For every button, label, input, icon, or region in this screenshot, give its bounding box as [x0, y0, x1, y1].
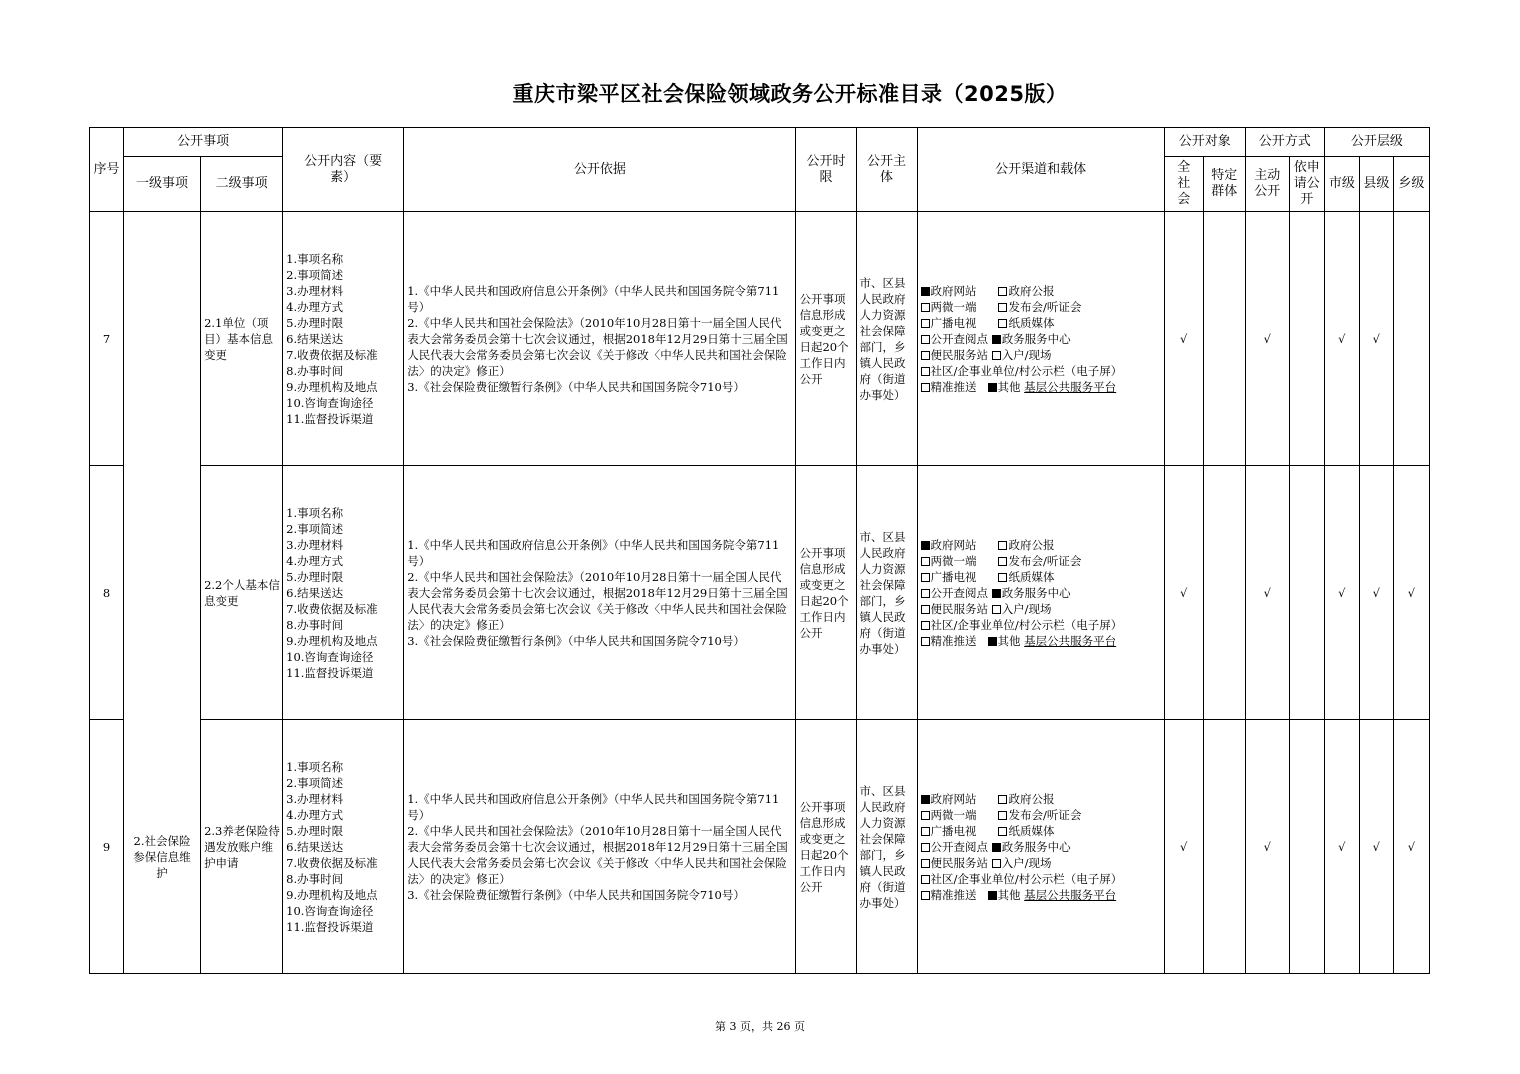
channel-label: 政务服务中心 [1001, 331, 1071, 346]
channel-label: 两微一端 [930, 299, 977, 314]
cell-basis [404, 720, 796, 974]
unchecked-box-icon [921, 637, 930, 646]
checked-box-icon [988, 891, 997, 900]
cell-level-county: √ [1359, 720, 1393, 974]
content-element: 8.办事时间 [286, 871, 344, 886]
channel-label: 便民服务站 [930, 347, 989, 362]
content-element: 1.事项名称 [286, 759, 344, 774]
channel-label: 纸质媒体 [1008, 315, 1055, 330]
cell-level-town [1393, 212, 1429, 466]
channel-label: 公开查阅点 [930, 585, 989, 600]
basis-item: 3.《社会保险费征缴暂行条例》（中华人民共和国国务院令710号） [407, 887, 745, 902]
time-limit-text: 公开事项信息形成或变更之日起20个工作日内公开 [799, 291, 849, 386]
unchecked-box-icon [921, 383, 930, 392]
cell-level-county: √ [1359, 466, 1393, 720]
header-target: 公开对象 [1164, 128, 1245, 157]
unchecked-box-icon [998, 287, 1007, 296]
channel-label: 公开查阅点 [930, 331, 989, 346]
content-element: 7.收费依据及标准 [286, 601, 378, 616]
basis-item: 3.《社会保险费征缴暂行条例》（中华人民共和国国务院令710号） [407, 633, 745, 648]
cell-level-city: √ [1324, 466, 1359, 720]
subject-text: 市、区县人民政府人力资源社会保障部门，乡镇人民政府（街道办事处） [859, 783, 906, 910]
subject-text: 市、区县人民政府人力资源社会保障部门，乡镇人民政府（街道办事处） [859, 529, 906, 656]
basis-item: 2.《中华人民共和国社会保险法》（2010年10月28日第十一届全国人民代表大会常务委员会第十七次会议通过，根据2018年12月29日第十三届全国人民代表大会常务委员会第七次会议《关于修改〈中华人民共和国社会保险法〉的决定》修正） [407, 823, 788, 886]
cell-target-specific [1203, 466, 1245, 720]
unchecked-box-icon [998, 319, 1007, 328]
channel-label: 发布会/听证会 [1008, 807, 1082, 822]
unchecked-box-icon [921, 319, 930, 328]
checked-box-icon [988, 383, 997, 392]
channel-label: 入户/现场 [1001, 855, 1052, 870]
cell-time-limit [796, 212, 856, 466]
content-element: 8.办事时间 [286, 617, 344, 632]
channel-label: 两微一端 [930, 553, 977, 568]
content-element: 10.咨询查询途径 [286, 903, 374, 918]
cell-channel [917, 212, 1164, 466]
other-channel-text: 基层公共服务平台 [1024, 887, 1117, 902]
basis-item: 1.《中华人民共和国政府信息公开条例》（中华人民共和国国务院令第711号） [407, 283, 780, 314]
content-element: 4.办理方式 [286, 553, 344, 568]
cell-target-specific [1203, 720, 1245, 974]
catalog-table [89, 127, 1430, 974]
header-level-town: 乡级 [1393, 157, 1429, 212]
content-element: 5.办理时限 [286, 315, 344, 330]
content-element: 1.事项名称 [286, 505, 344, 520]
cell-method-request [1289, 466, 1324, 720]
channel-label: 广播电视 [930, 569, 977, 584]
checked-box-icon [992, 589, 1001, 598]
unchecked-box-icon [998, 573, 1007, 582]
header-level-county: 县级 [1359, 157, 1393, 212]
level2-item: 2.1单位（项目）基本信息变更 [204, 315, 274, 362]
table-row [90, 466, 1430, 720]
channel-label: 其他 [997, 379, 1021, 394]
basis-item: 1.《中华人民共和国政府信息公开条例》（中华人民共和国国务院令第711号） [407, 537, 780, 568]
channel-label: 社区/企事业单位/村公示栏（电子屏） [930, 617, 1123, 632]
unchecked-box-icon [992, 351, 1001, 360]
cell-seq: 7 [90, 212, 124, 466]
channel-label: 便民服务站 [930, 855, 989, 870]
header-time-limit: 公开时限 [796, 128, 856, 212]
content-element: 8.办事时间 [286, 363, 344, 378]
channel-label: 纸质媒体 [1008, 569, 1055, 584]
header-item-group: 公开事项 [124, 128, 283, 157]
channel-label: 便民服务站 [930, 601, 989, 616]
unchecked-box-icon [992, 859, 1001, 868]
content-element: 5.办理时限 [286, 823, 344, 838]
checked-box-icon [992, 843, 1001, 852]
header-level1: 一级事项 [124, 157, 201, 212]
header-method: 公开方式 [1245, 128, 1324, 157]
cell-target-all: √ [1164, 212, 1203, 466]
unchecked-box-icon [998, 811, 1007, 820]
channel-label: 政府网站 [930, 537, 977, 552]
content-element: 2.事项简述 [286, 521, 344, 536]
content-element: 2.事项简述 [286, 267, 344, 282]
header-level: 公开层级 [1324, 128, 1429, 157]
cell-method-active: √ [1245, 212, 1289, 466]
channel-label: 政府网站 [930, 791, 977, 806]
unchecked-box-icon [921, 875, 930, 884]
channel-label: 纸质媒体 [1008, 823, 1055, 838]
checked-box-icon [921, 541, 930, 550]
content-element: 9.办理机构及地点 [286, 379, 378, 394]
content-element: 3.办理材料 [286, 537, 344, 552]
channel-label: 其他 [997, 633, 1021, 648]
cell-subject [856, 212, 917, 466]
cell-method-request [1289, 720, 1324, 974]
cell-method-active: √ [1245, 466, 1289, 720]
unchecked-box-icon [921, 303, 930, 312]
cell-level1 [124, 212, 201, 974]
unchecked-box-icon [921, 589, 930, 598]
checked-box-icon [921, 795, 930, 804]
basis-item: 2.《中华人民共和国社会保险法》（2010年10月28日第十一届全国人民代表大会常务委员会第十七次会议通过，根据2018年12月29日第十三届全国人民代表大会常务委员会第七次会议《关于修改〈中华人民共和国社会保险法〉的决定》修正） [407, 315, 788, 378]
channel-label: 社区/企事业单位/村公示栏（电子屏） [930, 871, 1123, 886]
cell-subject [856, 466, 917, 720]
header-target-specific: 特定群体 [1203, 157, 1245, 212]
channel-label: 入户/现场 [1001, 601, 1052, 616]
cell-level-town: √ [1393, 720, 1429, 974]
content-element: 10.咨询查询途径 [286, 649, 374, 664]
unchecked-box-icon [921, 811, 930, 820]
channel-label: 精准推送 [930, 887, 977, 902]
channel-label: 入户/现场 [1001, 347, 1052, 362]
content-element: 3.办理材料 [286, 791, 344, 806]
other-channel-text: 基层公共服务平台 [1024, 379, 1117, 394]
channel-label: 精准推送 [930, 633, 977, 648]
cell-seq: 9 [90, 720, 124, 974]
checked-box-icon [992, 335, 1001, 344]
time-limit-text: 公开事项信息形成或变更之日起20个工作日内公开 [799, 799, 849, 894]
header-content: 公开内容（要素） [283, 128, 404, 212]
content-element: 11.监督投诉渠道 [286, 919, 374, 934]
subject-text: 市、区县人民政府人力资源社会保障部门，乡镇人民政府（街道办事处） [859, 275, 906, 402]
header-level-city: 市级 [1324, 157, 1359, 212]
unchecked-box-icon [921, 557, 930, 566]
channel-label: 广播电视 [930, 823, 977, 838]
basis-item: 2.《中华人民共和国社会保险法》（2010年10月28日第十一届全国人民代表大会常务委员会第十七次会议通过，根据2018年12月29日第十三届全国人民代表大会常务委员会第七次会议《关于修改〈中华人民共和国社会保险法〉的决定》修正） [407, 569, 788, 632]
channel-label: 广播电视 [930, 315, 977, 330]
content-element: 6.结果送达 [286, 839, 344, 854]
channel-label: 公开查阅点 [930, 839, 989, 854]
cell-basis [404, 466, 796, 720]
content-element: 7.收费依据及标准 [286, 347, 378, 362]
unchecked-box-icon [921, 335, 930, 344]
channel-label: 精准推送 [930, 379, 977, 394]
cell-basis [404, 212, 796, 466]
unchecked-box-icon [998, 827, 1007, 836]
content-element: 4.办理方式 [286, 807, 344, 822]
checked-box-icon [921, 287, 930, 296]
channel-label: 政府公报 [1008, 283, 1055, 298]
content-element: 7.收费依据及标准 [286, 855, 378, 870]
header-level2: 二级事项 [201, 157, 283, 212]
header-basis: 公开依据 [404, 128, 796, 212]
cell-channel [917, 466, 1164, 720]
header-subject: 公开主体 [856, 128, 917, 212]
channel-label: 政府网站 [930, 283, 977, 298]
content-element: 11.监督投诉渠道 [286, 665, 374, 680]
unchecked-box-icon [998, 541, 1007, 550]
table-body [90, 212, 1430, 974]
cell-level-county: √ [1359, 212, 1393, 466]
channel-label: 两微一端 [930, 807, 977, 822]
header-target-all: 全社会 [1164, 157, 1203, 212]
unchecked-box-icon [992, 605, 1001, 614]
content-element: 3.办理材料 [286, 283, 344, 298]
cell-channel [917, 720, 1164, 974]
header-method-active: 主动公开 [1245, 157, 1289, 212]
cell-level2 [201, 212, 283, 466]
cell-seq: 8 [90, 466, 124, 720]
unchecked-box-icon [921, 605, 930, 614]
cell-target-all: √ [1164, 466, 1203, 720]
channel-label: 其他 [997, 887, 1021, 902]
channel-label: 发布会/听证会 [1008, 299, 1082, 314]
basis-item: 3.《社会保险费征缴暂行条例》（中华人民共和国国务院令710号） [407, 379, 745, 394]
unchecked-box-icon [921, 573, 930, 582]
content-element: 9.办理机构及地点 [286, 887, 378, 902]
unchecked-box-icon [921, 843, 930, 852]
content-element: 11.监督投诉渠道 [286, 411, 374, 426]
cell-target-specific [1203, 212, 1245, 466]
content-element: 9.办理机构及地点 [286, 633, 378, 648]
cell-target-all: √ [1164, 720, 1203, 974]
unchecked-box-icon [921, 351, 930, 360]
unchecked-box-icon [921, 859, 930, 868]
content-element: 10.咨询查询途径 [286, 395, 374, 410]
checked-box-icon [988, 637, 997, 646]
basis-item: 1.《中华人民共和国政府信息公开条例》（中华人民共和国国务院令第711号） [407, 791, 780, 822]
channel-label: 政府公报 [1008, 791, 1055, 806]
table-row [90, 720, 1430, 974]
header-channel: 公开渠道和载体 [917, 128, 1164, 212]
unchecked-box-icon [998, 557, 1007, 566]
cell-time-limit [796, 466, 856, 720]
header-seq: 序号 [90, 128, 124, 212]
unchecked-box-icon [998, 303, 1007, 312]
channel-label: 发布会/听证会 [1008, 553, 1082, 568]
cell-time-limit [796, 720, 856, 974]
cell-level2 [201, 720, 283, 974]
unchecked-box-icon [921, 367, 930, 376]
cell-subject [856, 720, 917, 974]
cell-method-active: √ [1245, 720, 1289, 974]
unchecked-box-icon [921, 827, 930, 836]
channel-label: 政务服务中心 [1001, 839, 1071, 854]
level2-item: 2.2个人基本信息变更 [204, 577, 280, 608]
page-title: 重庆市梁平区社会保险领域政务公开标准目录（2025版） [512, 82, 1068, 106]
cell-content [283, 466, 404, 720]
page-footer: 第 3 页，共 26 页 [715, 1020, 805, 1033]
channel-label: 政务服务中心 [1001, 585, 1071, 600]
cell-level-town: √ [1393, 466, 1429, 720]
channel-label: 政府公报 [1008, 537, 1055, 552]
content-element: 6.结果送达 [286, 585, 344, 600]
channel-label: 社区/企事业单位/村公示栏（电子屏） [930, 363, 1123, 378]
cell-content [283, 212, 404, 466]
cell-level2 [201, 466, 283, 720]
unchecked-box-icon [921, 891, 930, 900]
content-element: 5.办理时限 [286, 569, 344, 584]
unchecked-box-icon [998, 795, 1007, 804]
cell-content [283, 720, 404, 974]
cell-level-city: √ [1324, 720, 1359, 974]
level2-item: 2.3养老保险待遇发放账户维护申请 [204, 823, 280, 870]
other-channel-text: 基层公共服务平台 [1024, 633, 1117, 648]
unchecked-box-icon [921, 621, 930, 630]
content-element: 1.事项名称 [286, 251, 344, 266]
cell-level-city: √ [1324, 212, 1359, 466]
content-element: 4.办理方式 [286, 299, 344, 314]
content-element: 2.事项简述 [286, 775, 344, 790]
cell-method-request [1289, 212, 1324, 466]
time-limit-text: 公开事项信息形成或变更之日起20个工作日内公开 [799, 545, 849, 640]
header-method-request: 依申请公开 [1289, 157, 1324, 212]
table-row [90, 212, 1430, 466]
level1-item: 2.社会保险参保信息维护 [133, 834, 191, 880]
content-element: 6.结果送达 [286, 331, 344, 346]
